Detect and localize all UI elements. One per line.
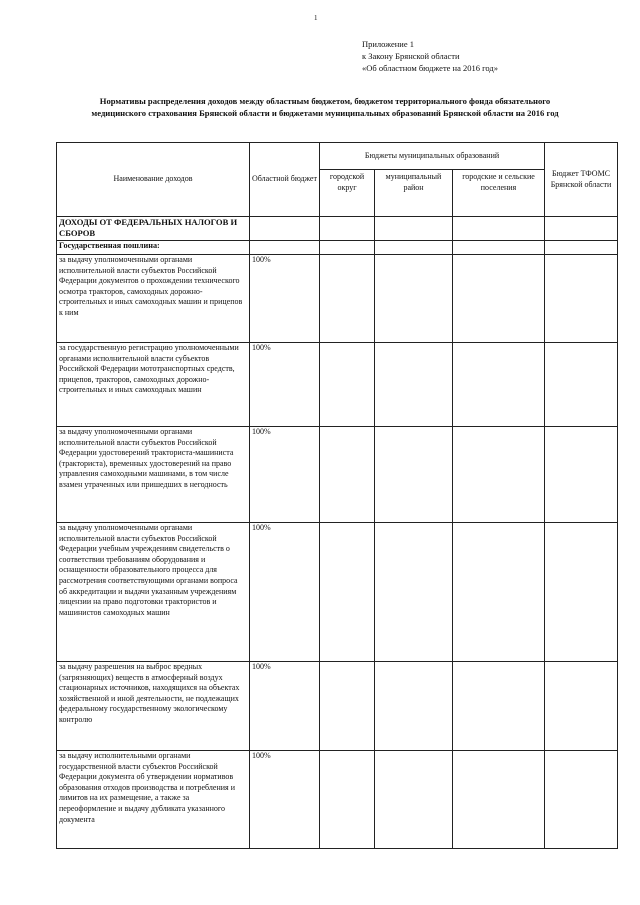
regional-share: 100% bbox=[250, 523, 320, 662]
revenue-name: за выдачу разрешения на выброс вредных (загрязняющих) веществ в атмосферный воздух стационарных источников, находящихся на объектах хозяйственной и иной деятельности, не подлежащих федеральному государственному экологическому контролю bbox=[57, 662, 250, 751]
appendix-line-1: Приложение 1 bbox=[362, 39, 414, 49]
regional-share: 100% bbox=[250, 427, 320, 523]
appendix-note bbox=[362, 38, 498, 74]
group-title: Государственная пошлина: bbox=[57, 241, 250, 255]
regional-share: 100% bbox=[250, 662, 320, 751]
table-row bbox=[57, 751, 618, 849]
regional-share: 100% bbox=[250, 751, 320, 849]
appendix-line-2: к Закону Брянской области bbox=[362, 51, 460, 61]
table-row bbox=[57, 427, 618, 523]
revenue-name: за государственную регистрацию уполномоченными органами исполнительной власти субъектов Российской Федерации мототранспортных средств, прицепов, тракторов, самоходных дорожно-строительных и иных самоходных машин bbox=[57, 343, 250, 427]
header-settlements: городские и сельские поселения bbox=[453, 170, 545, 217]
header-city-district: городской округ bbox=[320, 170, 375, 217]
revenue-name: за выдачу уполномоченными органами исполнительной власти субъектов Российской Федерации документов о прохождении технического осмотра тракторов, самоходных дорожно-строительных и иных самоходных машин и прицепов к ним bbox=[57, 255, 250, 343]
regional-share: 100% bbox=[250, 343, 320, 427]
regional-share: 100% bbox=[250, 255, 320, 343]
document-title-line-2: медицинского страхования Брянской области и бюджетами муниципальных образований Брянской области на 2016 год bbox=[91, 108, 559, 118]
header-tfoms-budget: Бюджет ТФОМС Брянской области bbox=[545, 143, 618, 217]
appendix-line-3: «Об областном бюджете на 2016 год» bbox=[362, 63, 498, 73]
section-title: ДОХОДЫ ОТ ФЕДЕРАЛЬНЫХ НАЛОГОВ И СБОРОВ bbox=[57, 217, 250, 241]
group-row bbox=[57, 241, 618, 255]
header-municipal-budgets: Бюджеты муниципальных образований bbox=[320, 143, 545, 170]
table-row bbox=[57, 662, 618, 751]
header-regional-budget: Областной бюджет bbox=[250, 143, 320, 217]
section-row bbox=[57, 217, 618, 241]
document-title bbox=[40, 95, 610, 119]
header-municipal-district: муниципальный район bbox=[375, 170, 453, 217]
table-row bbox=[57, 523, 618, 662]
header-revenue-name: Наименование доходов bbox=[57, 143, 250, 217]
revenue-name: за выдачу уполномоченными органами исполнительной власти субъектов Российской Федерации учебным учреждениям свидетельств о соответствии требованиям оборудования и оснащенности образовательного процесса для рассмотрения соответствующими органами вопроса об аккредитации и выдачи указанным учреждениям лицензии на право подготовки трактористов и машинистов самоходных машин bbox=[57, 523, 250, 662]
document-title-line-1: Нормативы распределения доходов между областным бюджетом, бюджетом территориального фонда обязательного bbox=[99, 96, 551, 106]
page-number: 1 bbox=[314, 14, 318, 22]
table-row bbox=[57, 343, 618, 427]
revenue-name: за выдачу уполномоченными органами исполнительной власти субъектов Российской Федерации удостоверений тракториста-машиниста (тракториста), временных удостоверений на право управления самоходными машинами, в том числе взамен утраченных или пришедших в негодность bbox=[57, 427, 250, 523]
table-row bbox=[57, 255, 618, 343]
revenue-norms-table bbox=[56, 142, 618, 849]
revenue-name: за выдачу исполнительными органами государственной власти субъектов Российской Федерации документа об утверждении нормативов образования отходов производства и потребления и лимитов на их размещение, а также за переоформление и выдачу дубликата указанного документа bbox=[57, 751, 250, 849]
